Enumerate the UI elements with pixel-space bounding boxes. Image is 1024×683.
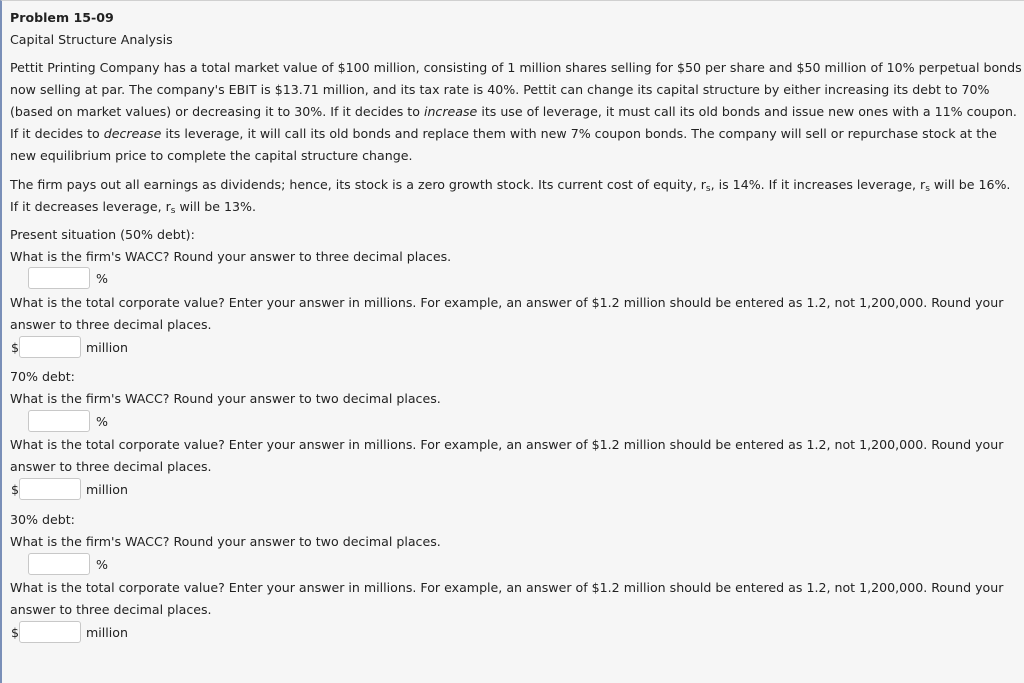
dollar-label: $ [11, 625, 20, 640]
text: If it decreases leverage, r [10, 199, 171, 214]
wacc-input-70[interactable] [28, 410, 90, 432]
problem-text-line: new equilibrium price to complete the capital structure change. [10, 148, 413, 163]
value-question: What is the total corporate value? Enter your answer in millions. For example, an answer of $1.2 million should be entered as 1.2, not 1,200,000. Round your [10, 437, 1004, 452]
million-label: million [86, 340, 128, 355]
subscript: s [925, 184, 930, 194]
wacc-question: What is the firm's WACC? Round your answer to three decimal places. [10, 249, 452, 264]
problem-text-line [10, 126, 997, 142]
wacc-question: What is the firm's WACC? Round your answer to two decimal places. [10, 391, 441, 406]
value-question: answer to three decimal places. [10, 459, 212, 474]
wacc-input-30[interactable] [28, 553, 90, 575]
subscript: s [705, 184, 711, 194]
problem-subtitle: Capital Structure Analysis [10, 32, 173, 47]
problem-text-line: now selling at par. The company's EBIT is $13.71 million, and its tax rate is 40%. Pettit can change its capital structure by either increasing its debt to 70% [10, 82, 990, 97]
text: its use of leverage, it must call its old bonds and issue new ones with a 11% coupon. [477, 104, 1017, 119]
million-label: million [86, 482, 128, 497]
value-input-50[interactable] [19, 336, 81, 358]
problem-text-line: Pettit Printing Company has a total market value of $100 million, consisting of 1 million shares selling for $50 per share and $50 million of 10% perpetual bonds [10, 60, 1022, 75]
percent-label: % [96, 271, 108, 286]
value-input-70[interactable] [19, 478, 81, 500]
problem-text-line [10, 199, 256, 219]
text: If it decides to [10, 126, 104, 141]
value-input-30[interactable] [19, 621, 81, 643]
section-heading: Present situation (50% debt): [10, 227, 195, 242]
value-question: What is the total corporate value? Enter your answer in millions. For example, an answer of $1.2 million should be entered as 1.2, not 1,200,000. Round your [10, 295, 1004, 310]
text: , is 14%. If it increases leverage, r [710, 177, 926, 192]
wacc-question: What is the firm's WACC? Round your answer to two decimal places. [10, 534, 441, 549]
value-question: answer to three decimal places. [10, 602, 212, 617]
emphasis: decrease [103, 126, 162, 141]
percent-label: % [96, 557, 108, 572]
text: The firm pays out all earnings as dividends; hence, its stock is a zero growth stock. Its current cost of equity, r [10, 177, 706, 192]
dollar-label: $ [11, 482, 20, 497]
text: its leverage, it will call its old bonds and replace them with new 7% coupon bonds. The company will sell or repurchase stock at the [161, 126, 997, 141]
text: (based on market values) or decreasing it to 30%. If it decides to [10, 104, 424, 119]
section-heading: 30% debt: [10, 512, 75, 527]
problem-title: Problem 15-09 [10, 10, 114, 25]
problem-text-line [10, 177, 1010, 197]
dollar-label: $ [11, 340, 20, 355]
subscript: s [170, 206, 176, 216]
value-question: What is the total corporate value? Enter your answer in millions. For example, an answer of $1.2 million should be entered as 1.2, not 1,200,000. Round your [10, 580, 1004, 595]
wacc-input-50[interactable] [28, 267, 90, 289]
million-label: million [86, 625, 128, 640]
emphasis: increase [423, 104, 478, 119]
problem-text-line [10, 104, 1017, 120]
value-question: answer to three decimal places. [10, 317, 212, 332]
percent-label: % [96, 414, 108, 429]
section-heading: 70% debt: [10, 369, 75, 384]
text: will be 16%. [929, 177, 1011, 192]
text: will be 13%. [175, 199, 257, 214]
